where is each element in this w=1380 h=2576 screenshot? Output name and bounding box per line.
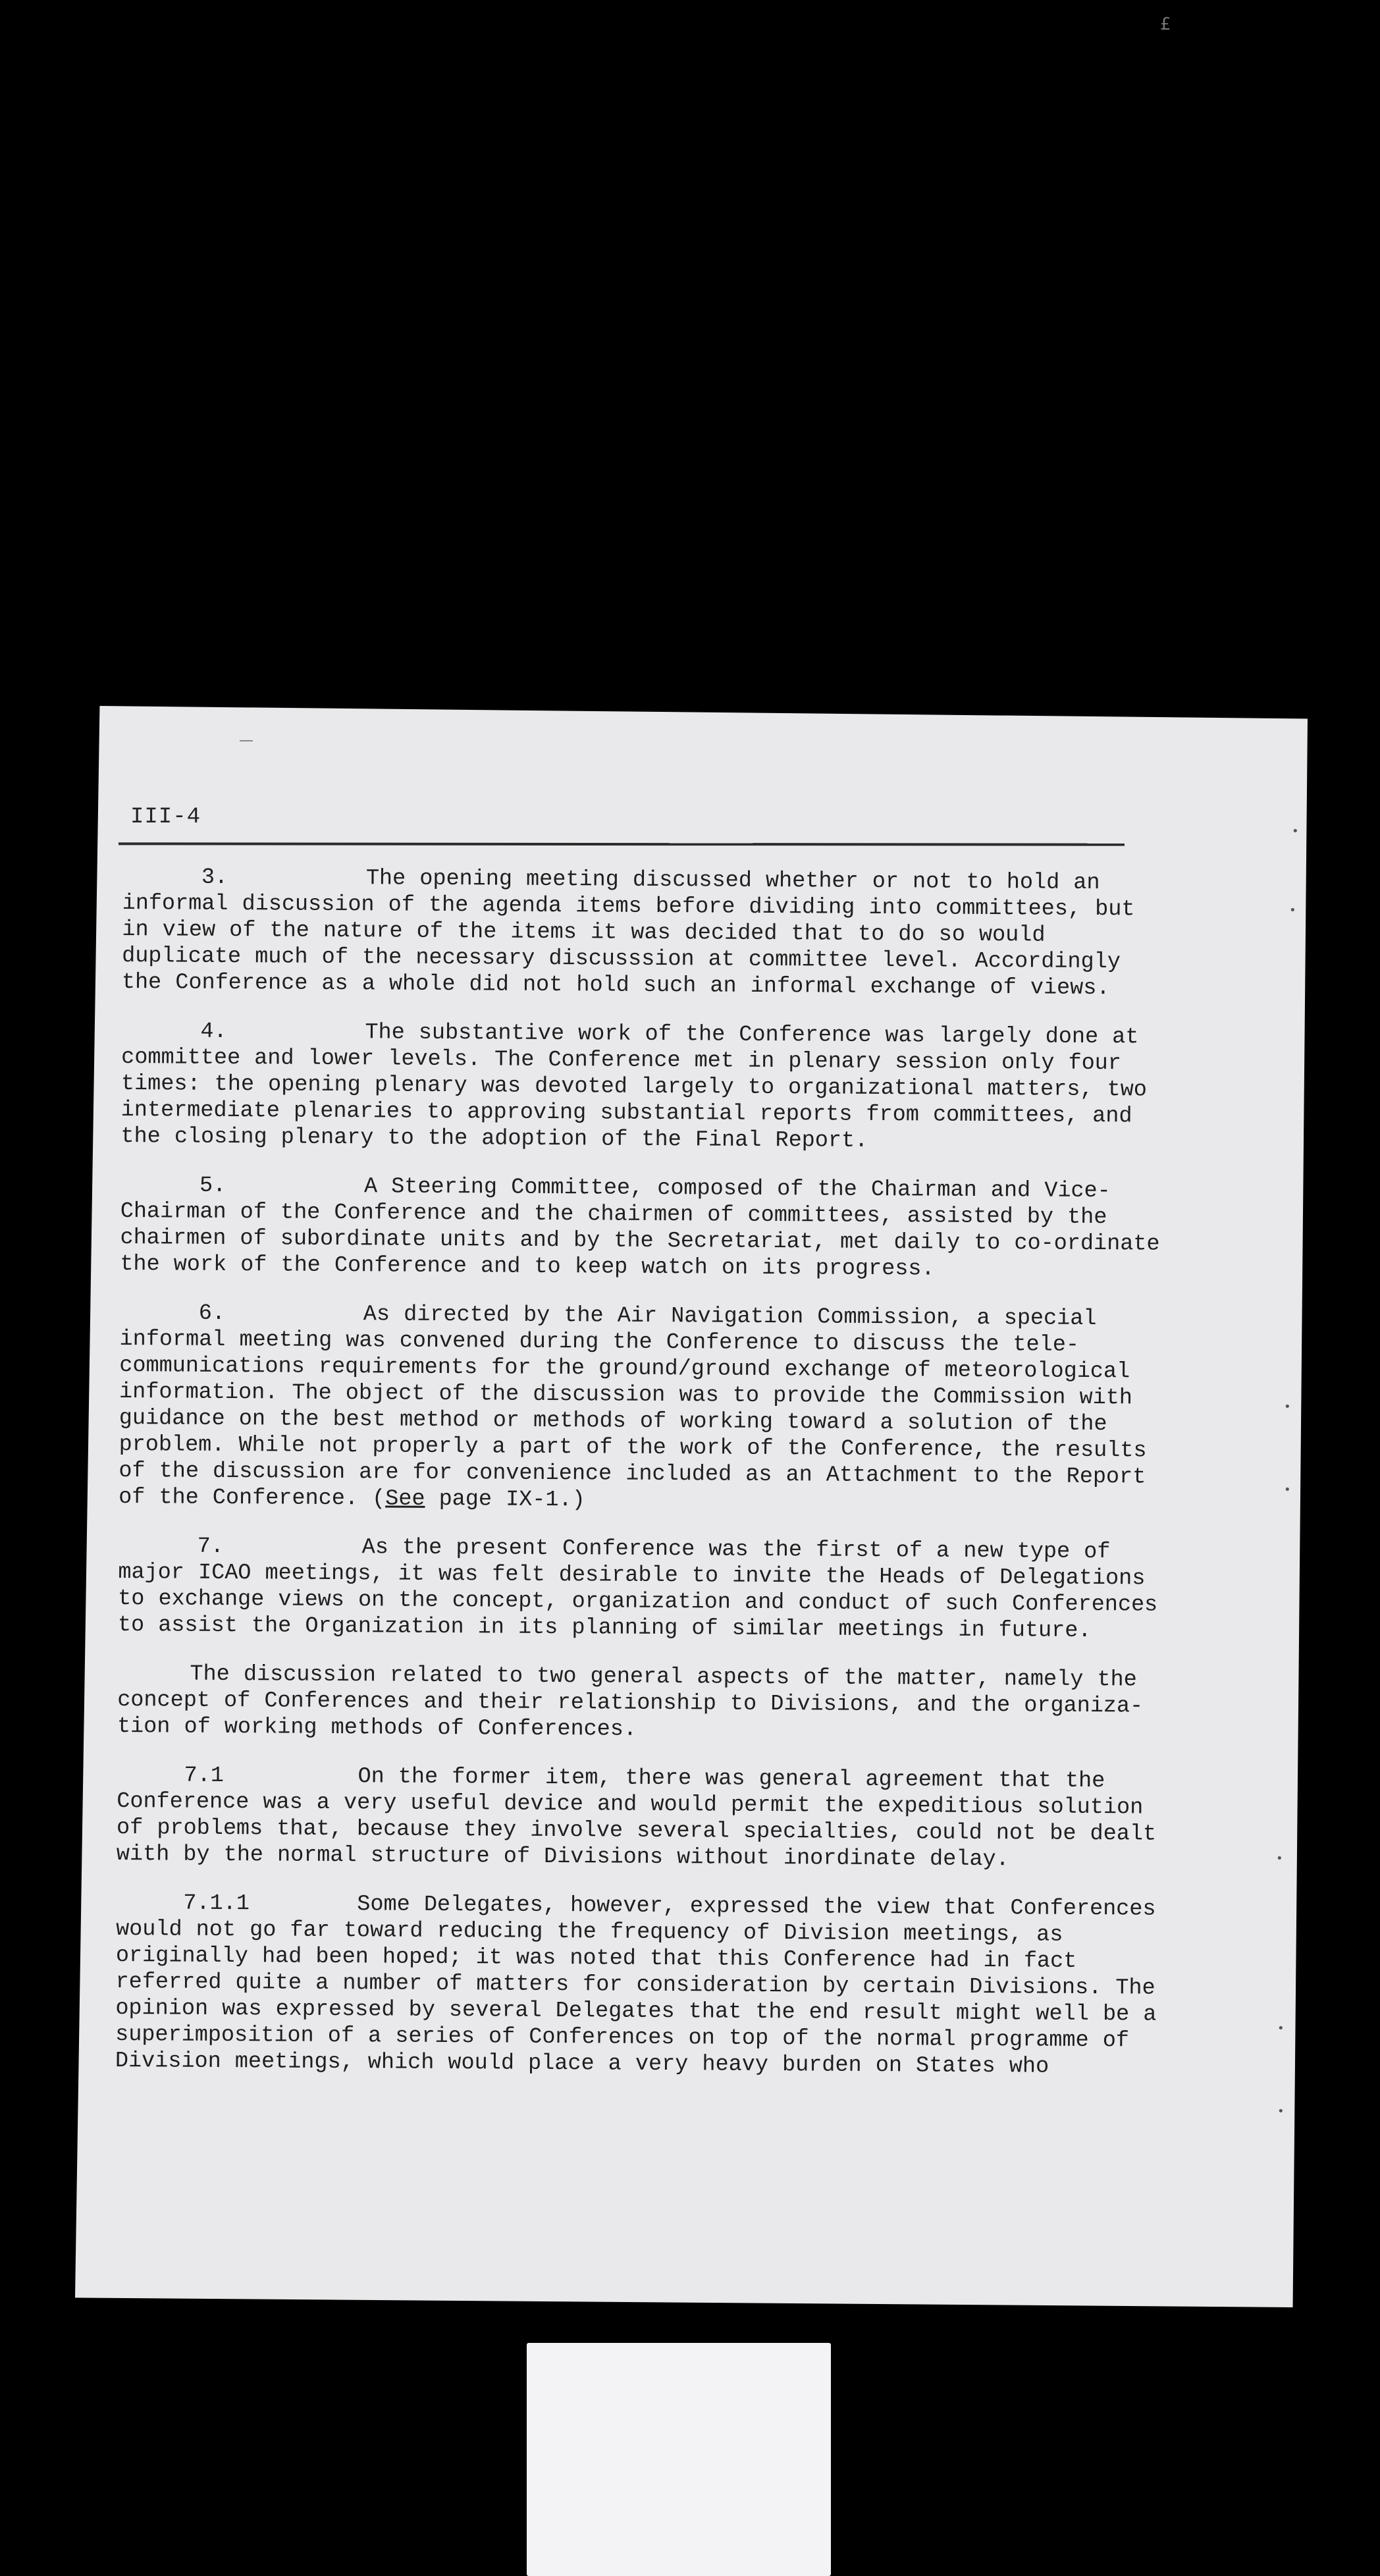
paragraph-7-1-1 (115, 1890, 1163, 2081)
paragraph-text: The substantive work of the Conference was largely done at committee and lower levels. The Conference met in plenary session only four times: the opening plenary was devoted largely to organizational matters, two intermediate plenaries to approving substantial reports from committees, and the closing plenary to the adoption of the Final Report. (120, 1020, 1147, 1154)
paragraph-text: Some Delegates, however, expressed the view that Conferences would not go far toward reducing the frequency of Division meetings, as originally had been hoped; it was noted that this Conference had in fact referred quite a number of matters for consideration by certain Divisions. The opinion was expressed by several Delegates that the end result might well be a superimposition of a series of Conferences on top of the normal programme of Division meetings, which would place a very heavy burden on States who (115, 1892, 1157, 2080)
corner-mark: £ (1160, 14, 1171, 34)
margin-dot: • (1276, 1852, 1283, 1865)
margin-dot: • (1284, 1400, 1291, 1414)
paragraph-text: A Steering Committee, composed of the Chairman and Vice-Chairman of the Conference and the chairmen of committees, assisted by the chairmen of subordinate units and by the Secretariat, met daily to co-ordinate the work of the Conference and to keep watch on its progress. (120, 1174, 1160, 1282)
blank-card (527, 2343, 831, 2576)
margin-dot: • (1277, 2022, 1285, 2035)
see-reference-word: See (385, 1486, 425, 1512)
paragraph-number: 7. (197, 1534, 225, 1559)
paragraph-text: As directed by the Air Navigation Commission, a special informal meeting was convened during the Conference to discuss the tele-communications requirements for the ground/ground exchange of meteorological information. The object of the discussion was to provide the Commission with guidance on the best method or methods of working toward a solution of the problem. While not properly a part of the work of the Conference, the results of the discussion are for convenience included as an Attachment to the Report of the Conference. (119, 1302, 1147, 1512)
document-body (115, 864, 1169, 2103)
paragraph-4 (120, 1018, 1168, 1156)
margin-dot: • (1292, 824, 1299, 838)
paragraph-3 (122, 864, 1169, 1002)
paragraph-text: The opening meeting discussed whether or not to hold an informal discussion of the agenda items before dividing into committees, but in view of the nature of the items it was decided that to do so would duplicate much of the necessary discusssion at committee level. Accordingly the Conference as a whole did not hold such an informal exchange of views. (121, 866, 1135, 1002)
paragraph-text: As the present Conference was the first of a new type of major ICAO meetings, it was felt desirable to invite the Heads of Delegations to exchange views on the concept, organization and conduct of such Conferences to assist the Organization in its planning of similar meetings in future. (117, 1535, 1158, 1644)
paragraph-5 (120, 1172, 1167, 1284)
margin-dot: • (1289, 903, 1296, 917)
paragraph-number: 7.1 (184, 1763, 224, 1788)
paragraph-indent (117, 1679, 190, 1680)
paragraph-number: 3. (201, 865, 228, 890)
paragraph-7 (118, 1533, 1165, 1645)
paragraph-number: 6. (198, 1301, 226, 1326)
margin-dot: • (1277, 2105, 1285, 2118)
page-number: III-4 (130, 805, 201, 830)
paragraph-number: 5. (199, 1173, 226, 1198)
see-reference-page: page IX-1.) (438, 1486, 585, 1513)
paragraph-text: The discussion related to two general aspects of the matter, namely the concept of Conferences and their relationship to Divisions, and the organiza-tion of working methods of Conferences. (117, 1661, 1144, 1742)
paragraph-7-discussion (117, 1661, 1165, 1746)
scan-dash (240, 740, 253, 741)
paragraph-number: 4. (200, 1019, 227, 1044)
margin-dot: • (1284, 1483, 1291, 1497)
paragraph-6: 6. As directed by the Air Navigation Commission, a special informal meeting was convened during the Conference to discuss the tele-communications requirements for the ground/ground exchange of meteorological information. The object of the discussion was to provide the Commission with guidance on the best method or methods of working toward a solution of the problem. While not properly a part of the work of the Conference, the results of the discussion are for convenience included as an Attachment to the Report of the Conference. (See page IX-1.) (119, 1301, 1147, 1513)
paragraph-text: On the former item, there was general agreement that the Conference was a very useful device and would permit the expeditious solution of problems that, because they involve several specialties, could not be dealt with by the normal structure of Divisions without inordinate delay. (116, 1764, 1157, 1873)
paragraph-number: 7.1.1 (183, 1891, 250, 1917)
paragraph-7-1 (117, 1762, 1164, 1874)
